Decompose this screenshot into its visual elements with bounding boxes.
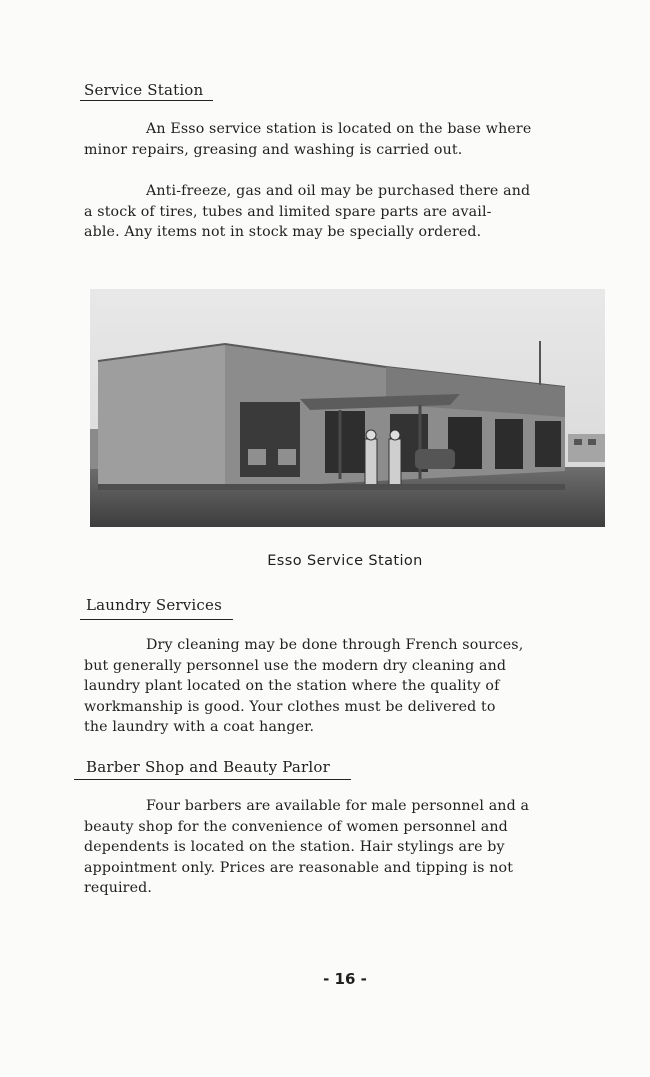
photo-illustration xyxy=(90,289,605,527)
text-line: appointment only. Prices are reasonable and tipping is not xyxy=(84,859,514,876)
text-line: workmanship is good. Your clothes must be delivered to xyxy=(84,698,496,715)
text-line: required. xyxy=(84,880,153,896)
section-heading-laundry: Laundry Services xyxy=(86,596,223,614)
text-line: but generally personnel use the modern dry cleaning and xyxy=(84,657,507,674)
esso-service-station-photo xyxy=(90,289,605,527)
heading-underline xyxy=(74,779,351,780)
photo-caption: Esso Service Station xyxy=(267,553,423,569)
text-line: beauty shop for the convenience of women personnel and xyxy=(84,818,508,835)
heading-underline xyxy=(80,100,213,101)
text-line: An Esso service station is located on the base where xyxy=(146,121,532,137)
service-station-paragraph-2 xyxy=(84,181,598,243)
text-line: Four barbers are available for male personnel and a xyxy=(146,798,530,814)
text-line: able. Any items not in stock may be specially ordered. xyxy=(84,224,482,240)
page-number: - 16 - xyxy=(323,970,367,988)
laundry-paragraph xyxy=(84,635,604,738)
text-line: Dry cleaning may be done through French sources, xyxy=(146,637,524,653)
text-line: a stock of tires, tubes and limited spare parts are avail- xyxy=(84,203,492,220)
text-line: dependents is located on the station. Hair stylings are by xyxy=(84,839,505,855)
service-station-paragraph-1 xyxy=(84,119,598,160)
text-line: laundry plant located on the station where the quality of xyxy=(84,678,500,694)
text-line: Anti-freeze, gas and oil may be purchased there and xyxy=(146,183,531,199)
text-line: minor repairs, greasing and washing is carried out. xyxy=(84,141,463,158)
section-heading-barber: Barber Shop and Beauty Parlor xyxy=(86,758,330,776)
barber-paragraph xyxy=(84,796,604,899)
text-line: the laundry with a coat hanger. xyxy=(84,719,315,735)
section-heading-service-station: Service Station xyxy=(84,81,204,99)
heading-underline xyxy=(80,619,233,620)
